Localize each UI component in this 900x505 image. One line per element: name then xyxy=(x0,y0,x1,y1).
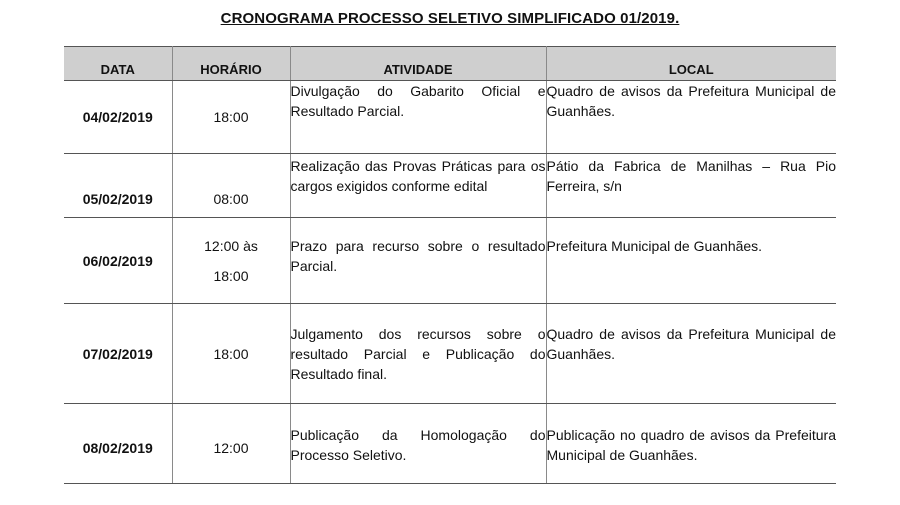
time-cell xyxy=(172,404,290,484)
column-header-time: HORÁRIO xyxy=(172,47,290,81)
table-header xyxy=(64,47,836,81)
table-row xyxy=(64,81,836,154)
time-cell xyxy=(172,304,290,404)
time-text: 08:00 xyxy=(213,191,249,207)
schedule-table xyxy=(64,46,836,484)
activity-cell: Realização das Provas Práticas para os cargos exigidos conforme edital xyxy=(290,154,546,218)
table-row xyxy=(64,154,836,218)
date-cell: 04/02/2019 xyxy=(64,81,172,154)
local-cell: Pátio da Fabrica de Manilhas – Rua Pio Ferreira, s/n xyxy=(546,154,836,218)
table-row xyxy=(64,218,836,304)
time-text-end: 18:00 xyxy=(213,267,249,284)
column-header-activity: ATIVIDADE xyxy=(290,47,546,81)
table-body xyxy=(64,81,836,484)
document-title: CRONOGRAMA PROCESSO SELETIVO SIMPLIFICADO 01/2019. xyxy=(220,10,680,27)
time-cell xyxy=(172,218,290,304)
date-cell: 07/02/2019 xyxy=(64,304,172,404)
activity-cell: Publicação da Homologação do Processo Seletivo. xyxy=(290,404,546,484)
activity-cell: Julgamento dos recursos sobre o resultado Parcial e Publicação do Resultado final. xyxy=(290,304,546,404)
local-cell: Prefeitura Municipal de Guanhães. xyxy=(546,218,836,304)
time-text: 12:00 às xyxy=(204,237,258,254)
time-text: 12:00 xyxy=(213,439,249,456)
local-cell: Publicação no quadro de avisos da Prefeitura Municipal de Guanhães. xyxy=(546,404,836,484)
header-row xyxy=(64,47,836,81)
time-cell xyxy=(172,81,290,154)
column-header-local: LOCAL xyxy=(546,47,836,81)
column-header-date: DATA xyxy=(64,47,172,81)
date-cell: 08/02/2019 xyxy=(64,404,172,484)
activity-cell: Prazo para recurso sobre o resultado Parcial. xyxy=(290,218,546,304)
time-cell xyxy=(172,154,290,218)
activity-cell: Divulgação do Gabarito Oficial e Resultado Parcial. xyxy=(290,81,546,154)
date-cell: 05/02/2019 xyxy=(64,154,172,218)
table-row xyxy=(64,304,836,404)
table-row xyxy=(64,404,836,484)
date-cell: 06/02/2019 xyxy=(64,218,172,304)
time-text: 18:00 xyxy=(213,345,249,362)
local-cell: Quadro de avisos da Prefeitura Municipal de Guanhães. xyxy=(546,81,836,154)
local-cell: Quadro de avisos da Prefeitura Municipal de Guanhães. xyxy=(546,304,836,404)
time-text: 18:00 xyxy=(213,109,249,125)
